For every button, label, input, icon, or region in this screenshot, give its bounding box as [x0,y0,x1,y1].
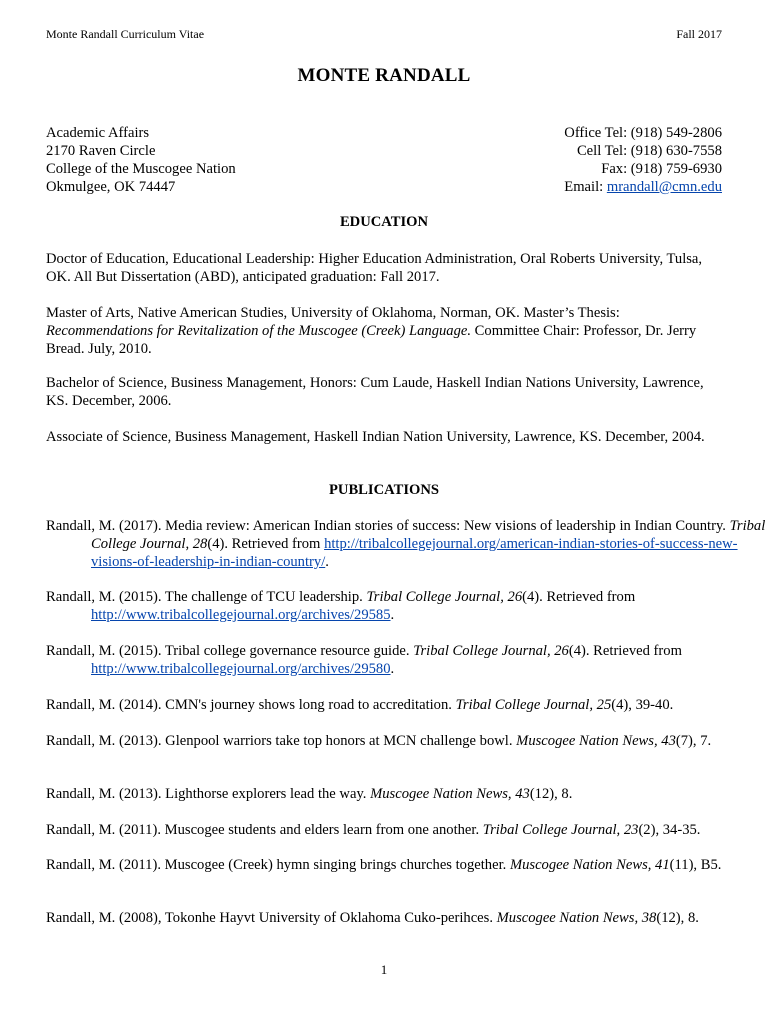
publication-journal: Muscogee Nation News, 41 [509,857,670,873]
publication-journal: Tribal College Journal, 28 [91,518,766,552]
publication-issue: , [634,910,642,926]
publication-entry [46,642,768,678]
publication-issue: (2), 34-35. [638,822,701,838]
publication-link[interactable]: http://www.tribalcollegejournal.org/archives/29580 [91,661,391,677]
publication-citation: Randall, M. (2015). Tribal college governance resource guide. [46,643,414,659]
education-entry-masters [46,304,726,358]
mailing-address [46,124,236,196]
publication-issue: (4), 39-40. [611,697,674,713]
publication-journal: Muscogee Nation News [496,910,635,926]
publication-volume: 38 [641,910,657,926]
publication-journal: Muscogee Nation News, 43 [370,786,530,802]
publication-citation: Randall, M. (2014). CMN's journey shows long road to accreditation. [46,697,456,713]
publication-issue: (4). Retrieved from [522,589,636,605]
publication-citation: Randall, M. (2011). Muscogee (Creek) hymn singing brings churches together. [46,857,510,873]
publication-entry [46,785,768,803]
publication-citation: Randall, M. (2008), Tokonhe Hayvt University of Oklahoma Cuko-perihces. [46,910,497,926]
address-line: Academic Affairs [46,125,150,141]
publication-journal: Tribal College Journal, 26 [413,643,569,659]
publication-end: . [390,661,395,677]
publication-issue: (11), B5. [669,857,722,873]
thesis-title: Recommendations for Revitalization of the Muscogee (Creek) Language. [46,323,472,339]
publication-entry [46,821,768,839]
email-link[interactable]: mrandall@cmn.edu [606,179,722,195]
office-phone: Office Tel: (918) 549-2806 [564,125,722,141]
education-entry-text: Committee Chair: Professor, Dr. Jerry Bread. July, 2010. [46,323,697,357]
publication-entry [46,517,768,571]
address-line: Okmulgee, OK 74447 [46,179,176,195]
email-label: Email: [564,179,607,195]
education-heading: EDUCATION [339,214,429,230]
publication-citation: Randall, M. (2017). Media review: American Indian stories of success: New visions of leadership in Indian Country. [46,518,730,534]
publication-end: . [325,554,329,570]
publication-citation: Randall, M. (2011). Muscogee students and elders learn from one another. [46,822,483,838]
education-entry-doctorate: Doctor of Education, Educational Leadership: Higher Education Administration, Oral Roberts University, Tulsa, OK. All But Dissertation (ABD), anticipated graduation: Fall 2017. [46,251,703,285]
publication-citation: Randall, M. (2015). The challenge of TCU leadership. [46,589,367,605]
publication-end: . [390,607,395,623]
education-entry-associate: Associate of Science, Business Management, Haskell Indian Nation University, Lawrence, KS. December, 2004. [46,429,705,445]
address-line: 2170 Raven Circle [46,143,156,159]
running-header-term: Fall 2017 [676,27,722,41]
publication-link[interactable]: http://www.tribalcollegejournal.org/archives/29585 [91,607,391,623]
phone-email-block [564,124,722,196]
education-entry-text: Master of Arts, Native American Studies, University of Oklahoma, Norman, OK. Master’s Thesis: [46,305,620,321]
publication-issue: (12), 8. [529,786,573,802]
publication-issue: (4). Retrieved from [568,643,682,659]
page-number: 1 [380,962,388,977]
running-header-title: Monte Randall Curriculum Vitae [46,27,205,41]
publication-issue: (4). Retrieved from [207,536,325,552]
publication-entry [46,909,768,927]
publication-issue: (12), 8. [656,910,699,926]
address-line: College of the Muscogee Nation [46,161,236,177]
publication-journal: Tribal College Journal, 26 [366,589,523,605]
publication-entry [46,696,768,714]
publication-entry [46,856,768,874]
publications-heading: PUBLICATIONS [328,482,439,498]
fax-number: Fax: (918) 759-6930 [601,161,722,177]
cv-name: MONTE RANDALL [297,65,471,86]
publication-journal: Muscogee Nation News, 43 [516,733,676,749]
publication-journal: Tribal College Journal, 25 [455,697,612,713]
publication-entry [46,732,768,750]
publication-issue: (7), 7. [675,733,712,749]
publication-citation: Randall, M. (2013). Glenpool warriors take top honors at MCN challenge bowl. [46,733,517,749]
email-line [564,178,722,196]
cell-phone: Cell Tel: (918) 630-7558 [576,143,722,159]
publication-link[interactable]: http://tribalcollegejournal.org/american-indian-stories-of-success-new-visions-of-leadership-in-indian-country/ [91,536,738,570]
publication-entry [46,588,768,624]
education-entry-bachelors: Bachelor of Science, Business Management, Honors: Cum Laude, Haskell Indian Nations University, Lawrence, KS. December, 2006. [46,375,704,409]
publication-journal: Tribal College Journal, 23 [482,822,639,838]
publication-citation: Randall, M. (2013). Lighthorse explorers lead the way. [46,786,371,802]
